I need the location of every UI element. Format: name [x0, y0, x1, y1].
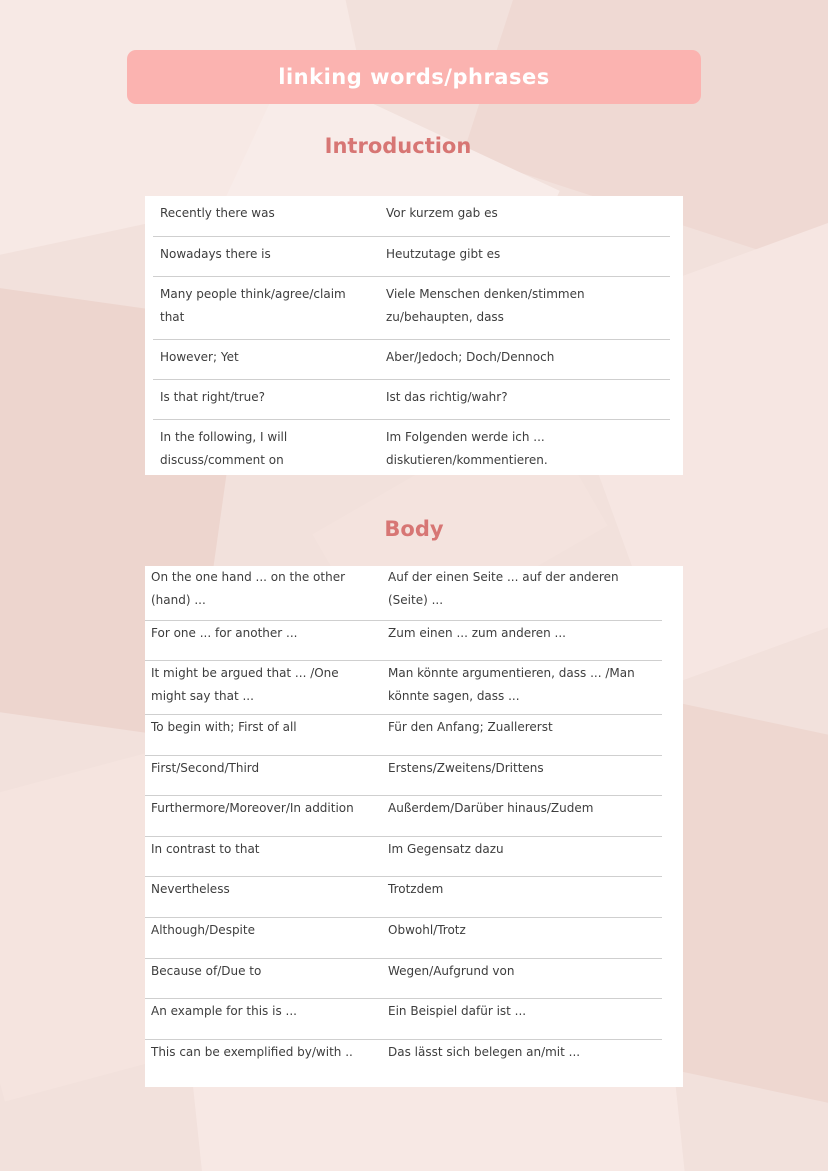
german-phrase: Außerdem/Darüber hinaus/Zudem: [382, 796, 662, 837]
german-phrase: Zum einen ... zum anderen ...: [382, 620, 662, 661]
english-phrase: Many people think/agree/claim that: [153, 276, 379, 339]
german-phrase: Viele Menschen denken/stimmen zu/behaupten, dass: [379, 276, 670, 339]
table-row: [145, 877, 662, 918]
table-row: [145, 620, 662, 661]
german-phrase: Trotzdem: [382, 877, 662, 918]
german-phrase: Vor kurzem gab es: [379, 196, 670, 236]
table-row: [153, 236, 670, 276]
english-phrase: To begin with; First of all: [145, 715, 382, 756]
english-phrase: It might be argued that ... /One might say that ...: [145, 661, 382, 715]
german-phrase: Ist das richtig/wahr?: [379, 379, 670, 419]
table-row: [153, 419, 670, 482]
english-phrase: However; Yet: [153, 339, 379, 379]
german-phrase: Ein Beispiel dafür ist ...: [382, 999, 662, 1040]
introduction-phrase-table: [145, 196, 683, 475]
table-row: [145, 918, 662, 959]
table-row: [145, 796, 662, 837]
english-phrase: In the following, I will discuss/comment on: [160, 429, 288, 467]
table-row: [145, 1039, 662, 1080]
table-row: [145, 999, 662, 1040]
table-row: [145, 566, 662, 620]
english-phrase: For one ... for another ...: [145, 620, 382, 661]
german-phrase: Erstens/Zweitens/Drittens: [382, 755, 662, 796]
table-row: [153, 379, 670, 419]
english-phrase: Although/Despite: [145, 918, 382, 959]
german-phrase: Im Folgenden werde ich ... diskutieren/kommentieren.: [386, 429, 548, 467]
table-row: [145, 755, 662, 796]
german-phrase: Für den Anfang; Zuallererst: [382, 715, 662, 756]
page-title: linking words/phrases: [278, 65, 550, 89]
german-phrase: Wegen/Aufgrund von: [382, 958, 662, 999]
table-row: [145, 836, 662, 877]
english-phrase: Nevertheless: [145, 877, 382, 918]
german-phrase: Das lässt sich belegen an/mit ...: [388, 1044, 581, 1059]
english-phrase: Nowadays there is: [153, 236, 379, 276]
section-heading-body: Body: [384, 517, 444, 541]
english-phrase: Because of/Due to: [145, 958, 382, 999]
english-phrase: This can be exemplified by/with ..: [151, 1044, 353, 1059]
german-phrase: Aber/Jedoch; Doch/Dennoch: [379, 339, 670, 379]
table-row: [153, 339, 670, 379]
german-phrase: Auf der einen Seite ... auf der anderen (Seite) ...: [382, 566, 662, 620]
table-row: [153, 196, 670, 236]
table-row: [145, 661, 662, 715]
body-phrase-table: [145, 566, 683, 1087]
german-phrase: Im Gegensatz dazu: [382, 836, 662, 877]
table-row: [145, 958, 662, 999]
section-heading-introduction: Introduction: [324, 134, 472, 158]
english-phrase: First/Second/Third: [145, 755, 382, 796]
english-phrase: Recently there was: [153, 196, 379, 236]
english-phrase: Furthermore/Moreover/In addition: [145, 796, 382, 837]
table-row: [145, 715, 662, 756]
english-phrase: In contrast to that: [145, 836, 382, 877]
german-phrase: Man könnte argumentieren, dass ... /Man könnte sagen, dass ...: [382, 661, 662, 715]
english-phrase: On the one hand ... on the other (hand) ...: [145, 566, 382, 620]
german-phrase: Heutzutage gibt es: [379, 236, 670, 276]
german-phrase: Obwohl/Trotz: [382, 918, 662, 959]
english-phrase: An example for this is ...: [145, 999, 382, 1040]
table-row: [153, 276, 670, 339]
page-title-banner: [127, 50, 701, 104]
english-phrase: Is that right/true?: [153, 379, 379, 419]
